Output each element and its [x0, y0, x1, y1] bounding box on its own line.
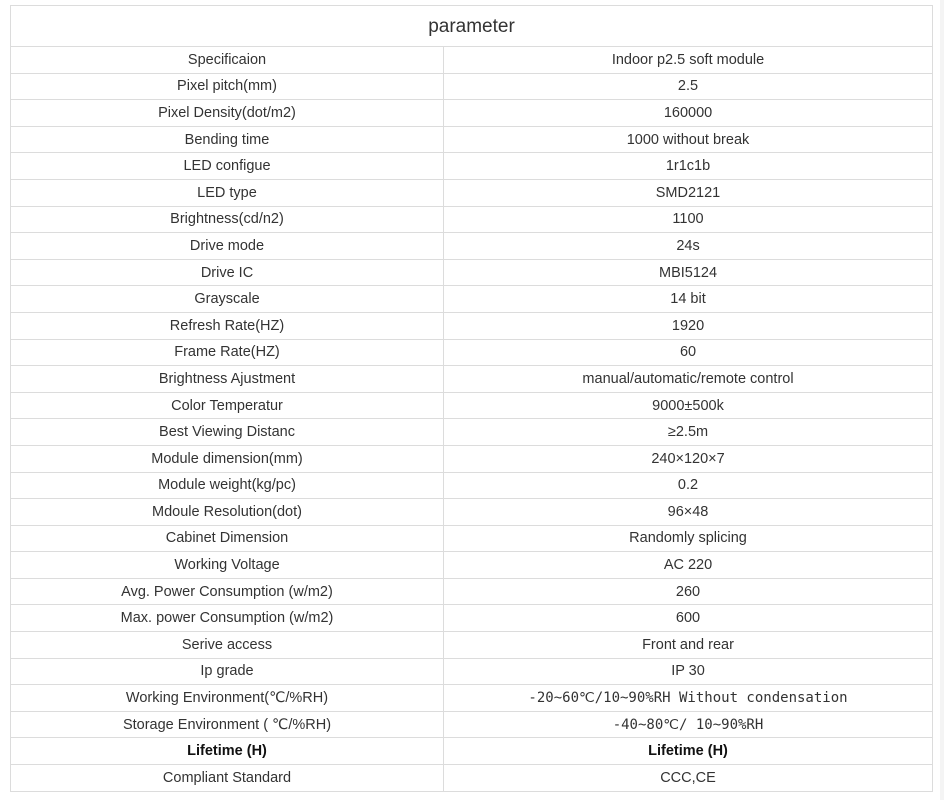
parameter-value: ≥2.5m — [444, 419, 933, 446]
parameter-value: 260 — [444, 578, 933, 605]
table-row — [11, 179, 933, 206]
parameter-value: 24s — [444, 233, 933, 260]
parameter-value: 9000±500k — [444, 392, 933, 419]
parameter-value: Indoor p2.5 soft module — [444, 47, 933, 74]
parameter-label: Brightness(cd/n2) — [11, 206, 444, 233]
scrollbar-track[interactable] — [940, 0, 944, 800]
table-body — [11, 47, 933, 792]
parameter-value: Lifetime (H) — [444, 738, 933, 765]
parameter-label: Mdoule Resolution(dot) — [11, 499, 444, 526]
parameter-label: Drive mode — [11, 233, 444, 260]
table-row — [11, 578, 933, 605]
table-row — [11, 711, 933, 738]
table-row — [11, 153, 933, 180]
parameter-value: manual/automatic/remote control — [444, 366, 933, 393]
parameter-label: LED type — [11, 179, 444, 206]
parameter-label: Compliant Standard — [11, 765, 444, 792]
table-row — [11, 286, 933, 313]
table-row — [11, 738, 933, 765]
parameter-label: Storage Environment ( ℃/%RH) — [11, 711, 444, 738]
parameter-value: AC 220 — [444, 552, 933, 579]
table-row — [11, 525, 933, 552]
table-row — [11, 445, 933, 472]
parameter-value: 600 — [444, 605, 933, 632]
parameter-label: Specificaion — [11, 47, 444, 74]
table-row — [11, 392, 933, 419]
table-row — [11, 765, 933, 792]
table-row — [11, 366, 933, 393]
table-row — [11, 233, 933, 260]
parameter-value: 1r1c1b — [444, 153, 933, 180]
parameter-value: 160000 — [444, 100, 933, 127]
parameter-value: CCC,CE — [444, 765, 933, 792]
table-row — [11, 632, 933, 659]
parameter-value: 0.2 — [444, 472, 933, 499]
parameter-label: Max. power Consumption (w/m2) — [11, 605, 444, 632]
parameter-value: MBI5124 — [444, 259, 933, 286]
parameter-label: Grayscale — [11, 286, 444, 313]
parameter-value: 60 — [444, 339, 933, 366]
parameter-value: 1000 without break — [444, 126, 933, 153]
parameter-label: Pixel pitch(mm) — [11, 73, 444, 100]
parameter-label: LED configue — [11, 153, 444, 180]
table-row — [11, 206, 933, 233]
parameter-label: Brightness Ajustment — [11, 366, 444, 393]
parameter-value: 240×120×7 — [444, 445, 933, 472]
parameter-value: 1920 — [444, 312, 933, 339]
parameter-table — [10, 5, 933, 792]
parameter-value: 2.5 — [444, 73, 933, 100]
table-row — [11, 126, 933, 153]
table-row — [11, 499, 933, 526]
table-row — [11, 339, 933, 366]
parameter-label: Serive access — [11, 632, 444, 659]
parameter-value: -20~60℃/10~90%RH Without condensation — [444, 685, 933, 712]
parameter-value: SMD2121 — [444, 179, 933, 206]
table-row — [11, 100, 933, 127]
parameter-label: Cabinet Dimension — [11, 525, 444, 552]
table-row — [11, 312, 933, 339]
parameter-label: Frame Rate(HZ) — [11, 339, 444, 366]
parameter-label: Bending time — [11, 126, 444, 153]
parameter-value: IP 30 — [444, 658, 933, 685]
parameter-label: Lifetime (H) — [11, 738, 444, 765]
parameter-value: 1100 — [444, 206, 933, 233]
table-row — [11, 419, 933, 446]
table-row — [11, 685, 933, 712]
parameter-label: Avg. Power Consumption (w/m2) — [11, 578, 444, 605]
table-row — [11, 605, 933, 632]
table-header-row — [11, 6, 933, 47]
parameter-value: Front and rear — [444, 632, 933, 659]
parameter-label: Working Environment(℃/%RH) — [11, 685, 444, 712]
table-row — [11, 259, 933, 286]
table-title: parameter — [11, 6, 933, 47]
parameter-label: Best Viewing Distanc — [11, 419, 444, 446]
parameter-label: Working Voltage — [11, 552, 444, 579]
parameter-value: 96×48 — [444, 499, 933, 526]
parameter-label: Color Temperatur — [11, 392, 444, 419]
table-row — [11, 552, 933, 579]
parameter-label: Module weight(kg/pc) — [11, 472, 444, 499]
parameter-label: Pixel Density(dot/m2) — [11, 100, 444, 127]
parameter-label: Ip grade — [11, 658, 444, 685]
table-row — [11, 73, 933, 100]
parameter-value: Randomly splicing — [444, 525, 933, 552]
table-row — [11, 658, 933, 685]
parameter-value: 14 bit — [444, 286, 933, 313]
table-row — [11, 47, 933, 74]
table-row — [11, 472, 933, 499]
parameter-label: Module dimension(mm) — [11, 445, 444, 472]
parameter-label: Drive IC — [11, 259, 444, 286]
parameter-value: -40~80℃/ 10~90%RH — [444, 711, 933, 738]
parameter-label: Refresh Rate(HZ) — [11, 312, 444, 339]
